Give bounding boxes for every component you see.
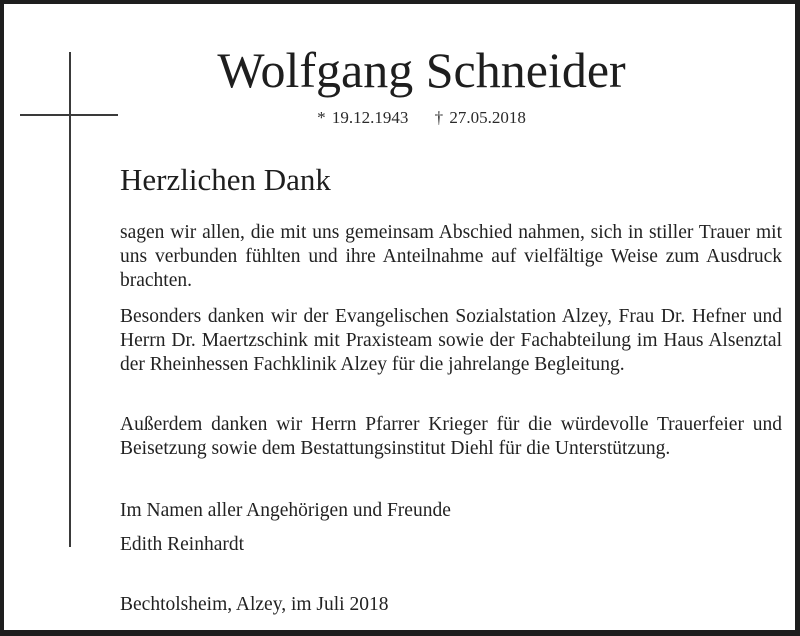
thanks-heading: Herzlichen Dank bbox=[120, 162, 331, 197]
signature-name: Edith Reinhardt bbox=[120, 534, 245, 555]
death-date: † 27.05.2018 bbox=[434, 108, 526, 127]
signature-intro: Im Namen aller Angehörigen und Freunde bbox=[120, 500, 451, 521]
paragraph-1: sagen wir allen, die mit uns gemeinsam Abschied nahmen, sich in stiller Trauer mit uns verbunden fühlten und ihre Anteilnahme auf vielfältige Weise zum Ausdruck brachten. bbox=[120, 222, 782, 291]
obituary-notice bbox=[4, 4, 795, 630]
paragraph-3: Außerdem danken wir Herrn Pfarrer Krieger für die würdevolle Trauerfeier und Beisetzung sowie dem Bestattungsinstitut Diehl für die Unterstützung. bbox=[120, 414, 782, 459]
place-and-date: Bechtolsheim, Alzey, im Juli 2018 bbox=[120, 594, 389, 615]
life-dates bbox=[4, 108, 795, 128]
birth-date: * 19.12.1943 bbox=[317, 108, 409, 127]
paragraph-2: Besonders danken wir der Evangelischen Sozialstation Alzey, Frau Dr. Hefner und Herrn Dr. Maertzschink mit Praxisteam sowie der Fachabteilung im Haus Alsenztal der Rheinhessen Fachklinik Alzey für die jahrelange Begleitung. bbox=[120, 306, 782, 375]
deceased-name: Wolfgang Schneider bbox=[217, 42, 626, 98]
